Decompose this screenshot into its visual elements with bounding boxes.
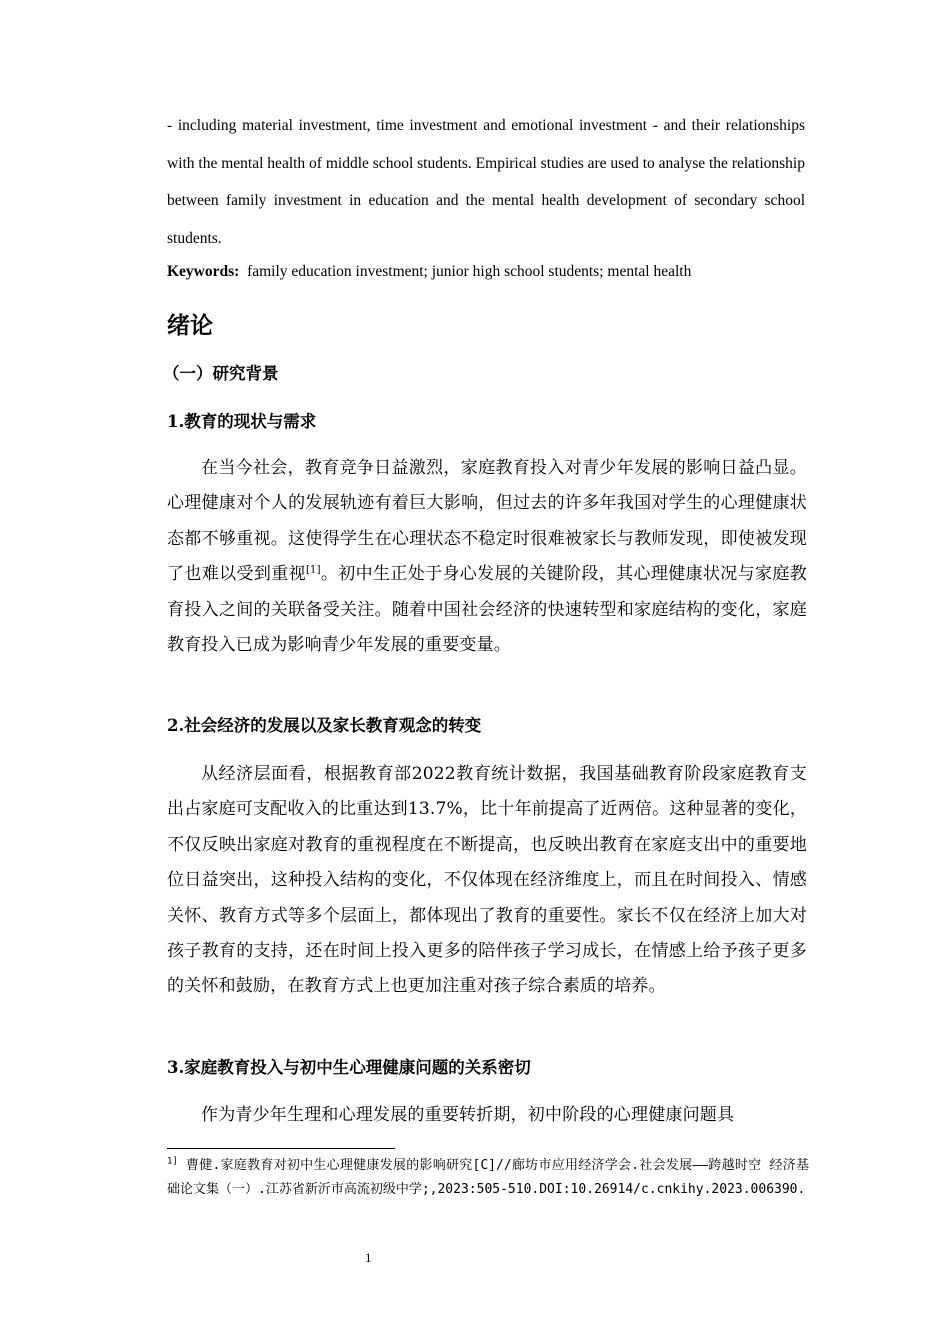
paragraph-text-before-ref: 在当今社会，教育竞争日益激烈，家庭教育投入对青少年发展的影响日益凸显。心理健康对个人的发展轨迹有着巨大影响，但过去的许多年我国对学生的心理健康状态都不够重视。这使得学生在心理状态不稳定时很难被家长与教师发现，即使被发现了也难以受到重视 — [167, 458, 807, 585]
subsection-3-title: 3.家庭教育投入与初中生心理健康问题的关系密切 — [167, 1058, 531, 1077]
footnote-separator — [167, 1148, 395, 1149]
keywords-line — [167, 258, 691, 286]
footnote-text: 曹健.家庭教育对初中生心理健康发展的影响研究[C]//廊坊市应用经济学会.社会发展——跨越时空 经济基础论文集（一）.江苏省新沂市高流初级中学;,2023:505-510.DOI:10.26914/c.cnkihy.2023.006390. — [167, 1158, 809, 1197]
keywords-label: Keywords: — [167, 263, 240, 280]
citation-ref[interactable]: [1] — [305, 564, 321, 576]
page-number: 1 — [365, 1250, 372, 1265]
paragraph-text-after-ref: 。初中生正处于身心发展的关键阶段，其心理健康状况与家庭教育投入之间的关联备受关注。随着中国社会经济的快速转型和家庭结构的变化，家庭教育投入已成为影响青少年发展的重要变量。 — [167, 564, 807, 656]
keywords-value: family education investment; junior high school students; mental health — [247, 263, 692, 280]
subsection-3-paragraph: 作为青少年生理和心理发展的重要转折期，初中阶段的心理健康问题具 — [201, 1105, 735, 1125]
footnote-mark: 1] — [167, 1156, 178, 1167]
english-abstract-paragraph: - including material investment, time investment and emotional investment - and their relationships with the mental health of middle school students. Empirical studies are used to analyse the relationship between family investment in education and the mental health development of secondary school students. — [167, 117, 805, 247]
section-title: （一）研究背景 — [163, 364, 279, 383]
subsection-2-paragraph: 从经济层面看，根据教育部2022教育统计数据，我国基础教育阶段家庭教育支出占家庭可支配收入的比重达到13.7%，比十年前提高了近两倍。这种显著的变化，不仅反映出家庭对教育的重视程度在不断提高，也反映出教育在家庭支出中的重要地位日益突出，这种投入结构的变化，不仅体现在经济维度上，而且在时间投入、情感关怀、教育方式等多个层面上，都体现出了教育的重要性。家长不仅在经济上加大对孩子教育的支持，还在时间上投入更多的陪伴孩子学习成长，在情感上给予孩子更多的关怀和鼓励，在教育方式上也更加注重对孩子综合素质的培养。 — [167, 764, 807, 997]
footnote — [167, 1154, 809, 1202]
subsection-1-title: 1.教育的现状与需求 — [167, 412, 317, 431]
subsection-1-paragraph — [167, 451, 807, 663]
chapter-title: 绪论 — [167, 312, 213, 339]
subsection-2-title: 2.社会经济的发展以及家长教育观念的转变 — [167, 716, 482, 735]
